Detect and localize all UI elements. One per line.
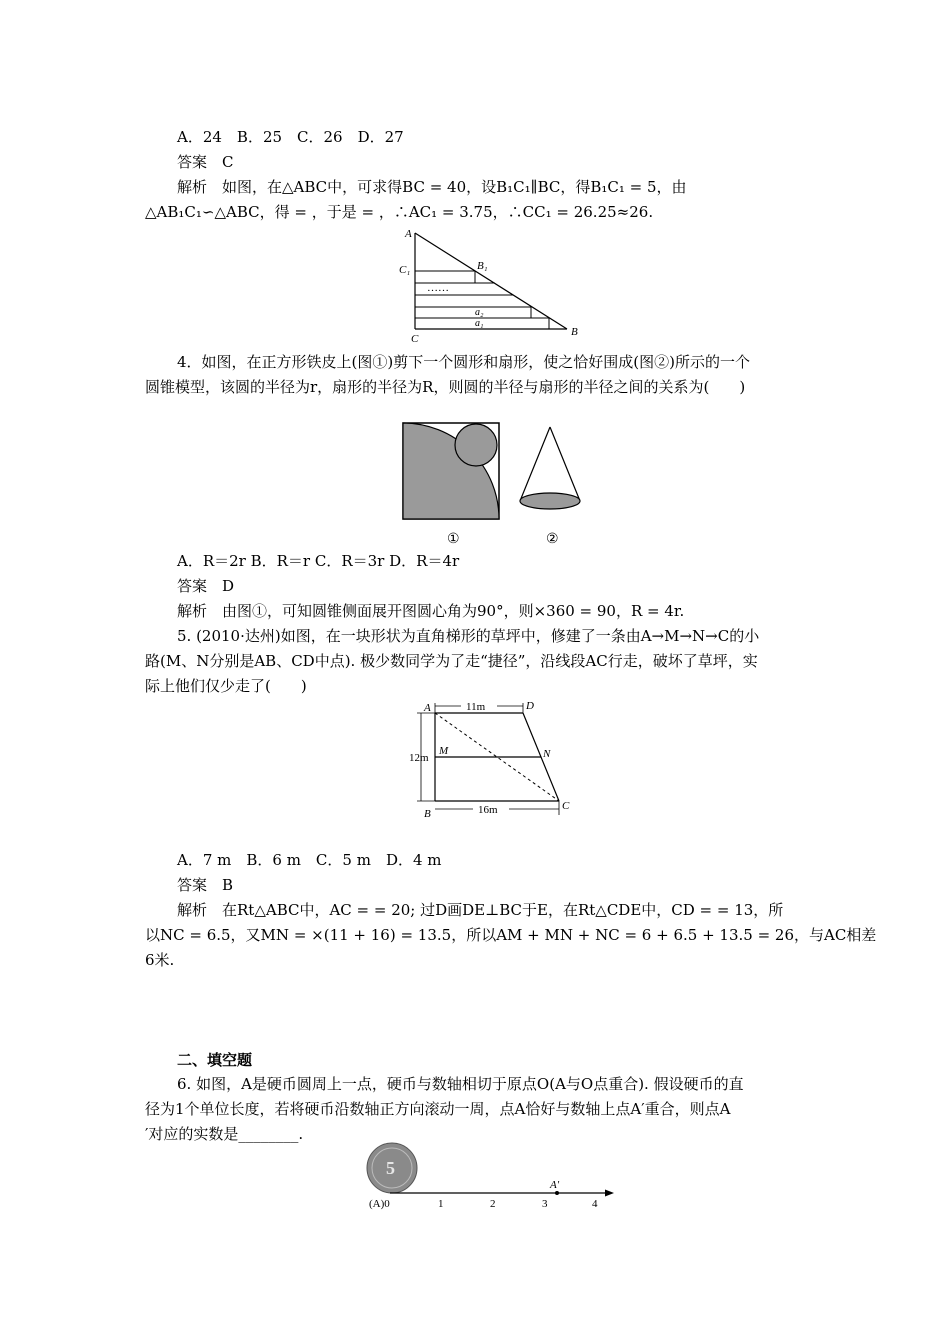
label-B: B <box>571 326 578 338</box>
tick-4: 4 <box>592 1198 598 1210</box>
label-M: M <box>439 745 449 757</box>
q4-answer: 答案 D <box>177 577 235 595</box>
q6-stem-line2: 径为1个单位长度，若将硬币沿数轴正方向滚动一周，点A恰好与数轴上点A′重合，则点A <box>145 1100 731 1118</box>
q3-triangle-figure <box>395 225 595 345</box>
q6-number-line-figure <box>360 1140 630 1215</box>
q4-stem-line2: 圆锥模型，该圆的半径为r，扇形的半径为R，则圆的半径与扇形的半径之间的关系为( ) <box>145 378 746 396</box>
q4-analysis: 解析 由图①，可知圆锥侧面展开图圆心角为90°，则×360 = 90，R = 4r. <box>177 602 685 620</box>
q5-trapezoid-figure <box>405 697 585 827</box>
q5-analysis-line2: 以NC = 6.5，又MN = ×(11 + 16) = 13.5，所以AM + MN + NC = 6 + 6.5 + 13.5 = 26，与AC相差 <box>145 926 877 944</box>
label-C: C <box>411 333 419 345</box>
label-N: N <box>543 748 551 760</box>
label-a2: a₂ <box>475 307 484 318</box>
label-A: A <box>405 228 412 240</box>
q6-stem-line1: 6. 如图，A是硬币圆周上一点，硬币与数轴相切于原点O(A与O点重合). 假设硬币的直 <box>177 1075 744 1093</box>
fig-label-2: ② <box>546 532 559 547</box>
q3-answer: 答案 C <box>177 153 234 171</box>
q4-stem-line1: 4．如图，在正方形铁皮上(图①)剪下一个圆形和扇形，使之恰好围成(图②)所示的一个 <box>177 353 750 371</box>
label-bottom-length: 16m <box>478 804 498 816</box>
q6-stem-line3: ′对应的实数是________. <box>145 1125 304 1143</box>
q3-analysis-line2: △AB₁C₁∽△ABC，得 = ，于是 = ，∴AC₁ = 3.75，∴CC₁ = 26.25≈26. <box>145 203 654 221</box>
q3-analysis-line1: 解析 如图，在△ABC中，可求得BC = 40，设B₁C₁∥BC，得B₁C₁ = 5，由 <box>177 178 687 196</box>
fig-label-1: ① <box>447 532 460 547</box>
label-C: C <box>562 800 570 812</box>
label-left-length: 12m <box>409 752 429 764</box>
q5-options: A．7 m B．6 m C．5 m D．4 m <box>177 851 442 869</box>
tick-1: 1 <box>438 1198 444 1210</box>
label-A: A <box>424 702 431 714</box>
tick-2: 2 <box>490 1198 496 1210</box>
q5-stem-line2: 路(M、N分别是AB、CD中点). 极少数同学为了走“捷径”，沿线段AC行走，破坏了草坪，实 <box>145 652 758 670</box>
origin-label: (A)0 <box>369 1198 390 1210</box>
q3-options: A．24 B．25 C．26 D．27 <box>177 128 404 146</box>
A-prime-label: A′ <box>550 1179 560 1191</box>
section-title: 二、填空题 <box>177 1051 253 1069</box>
q5-answer: 答案 B <box>177 876 234 894</box>
q5-analysis-line1: 解析 在Rt△ABC中，AC = = 20; 过D画DE⊥BC于E，在Rt△CDE中，CD = = 13，所 <box>177 901 784 919</box>
q4-figure <box>395 415 595 550</box>
tick-3: 3 <box>542 1198 548 1210</box>
label-top-length: 11m <box>466 701 486 713</box>
q5-analysis-line3: 6米. <box>145 951 175 969</box>
label-a1: a₁ <box>475 318 484 329</box>
q5-stem-line1: 5. (2010·达州)如图，在一块形状为直角梯形的草坪中，修建了一条由A→M→N→C的小 <box>177 627 760 645</box>
label-B1: B₁ <box>477 260 488 272</box>
label-dots: …… <box>427 282 449 294</box>
label-D: D <box>526 700 534 712</box>
q4-options: A．R＝2r B．R＝r C．R＝3r D．R＝4r <box>177 552 460 570</box>
coin-value: 5 <box>386 1158 395 1178</box>
label-C1: C₁ <box>399 264 411 276</box>
q5-stem-line3: 际上他们仅少走了( ) <box>145 677 307 695</box>
label-B: B <box>424 808 431 820</box>
